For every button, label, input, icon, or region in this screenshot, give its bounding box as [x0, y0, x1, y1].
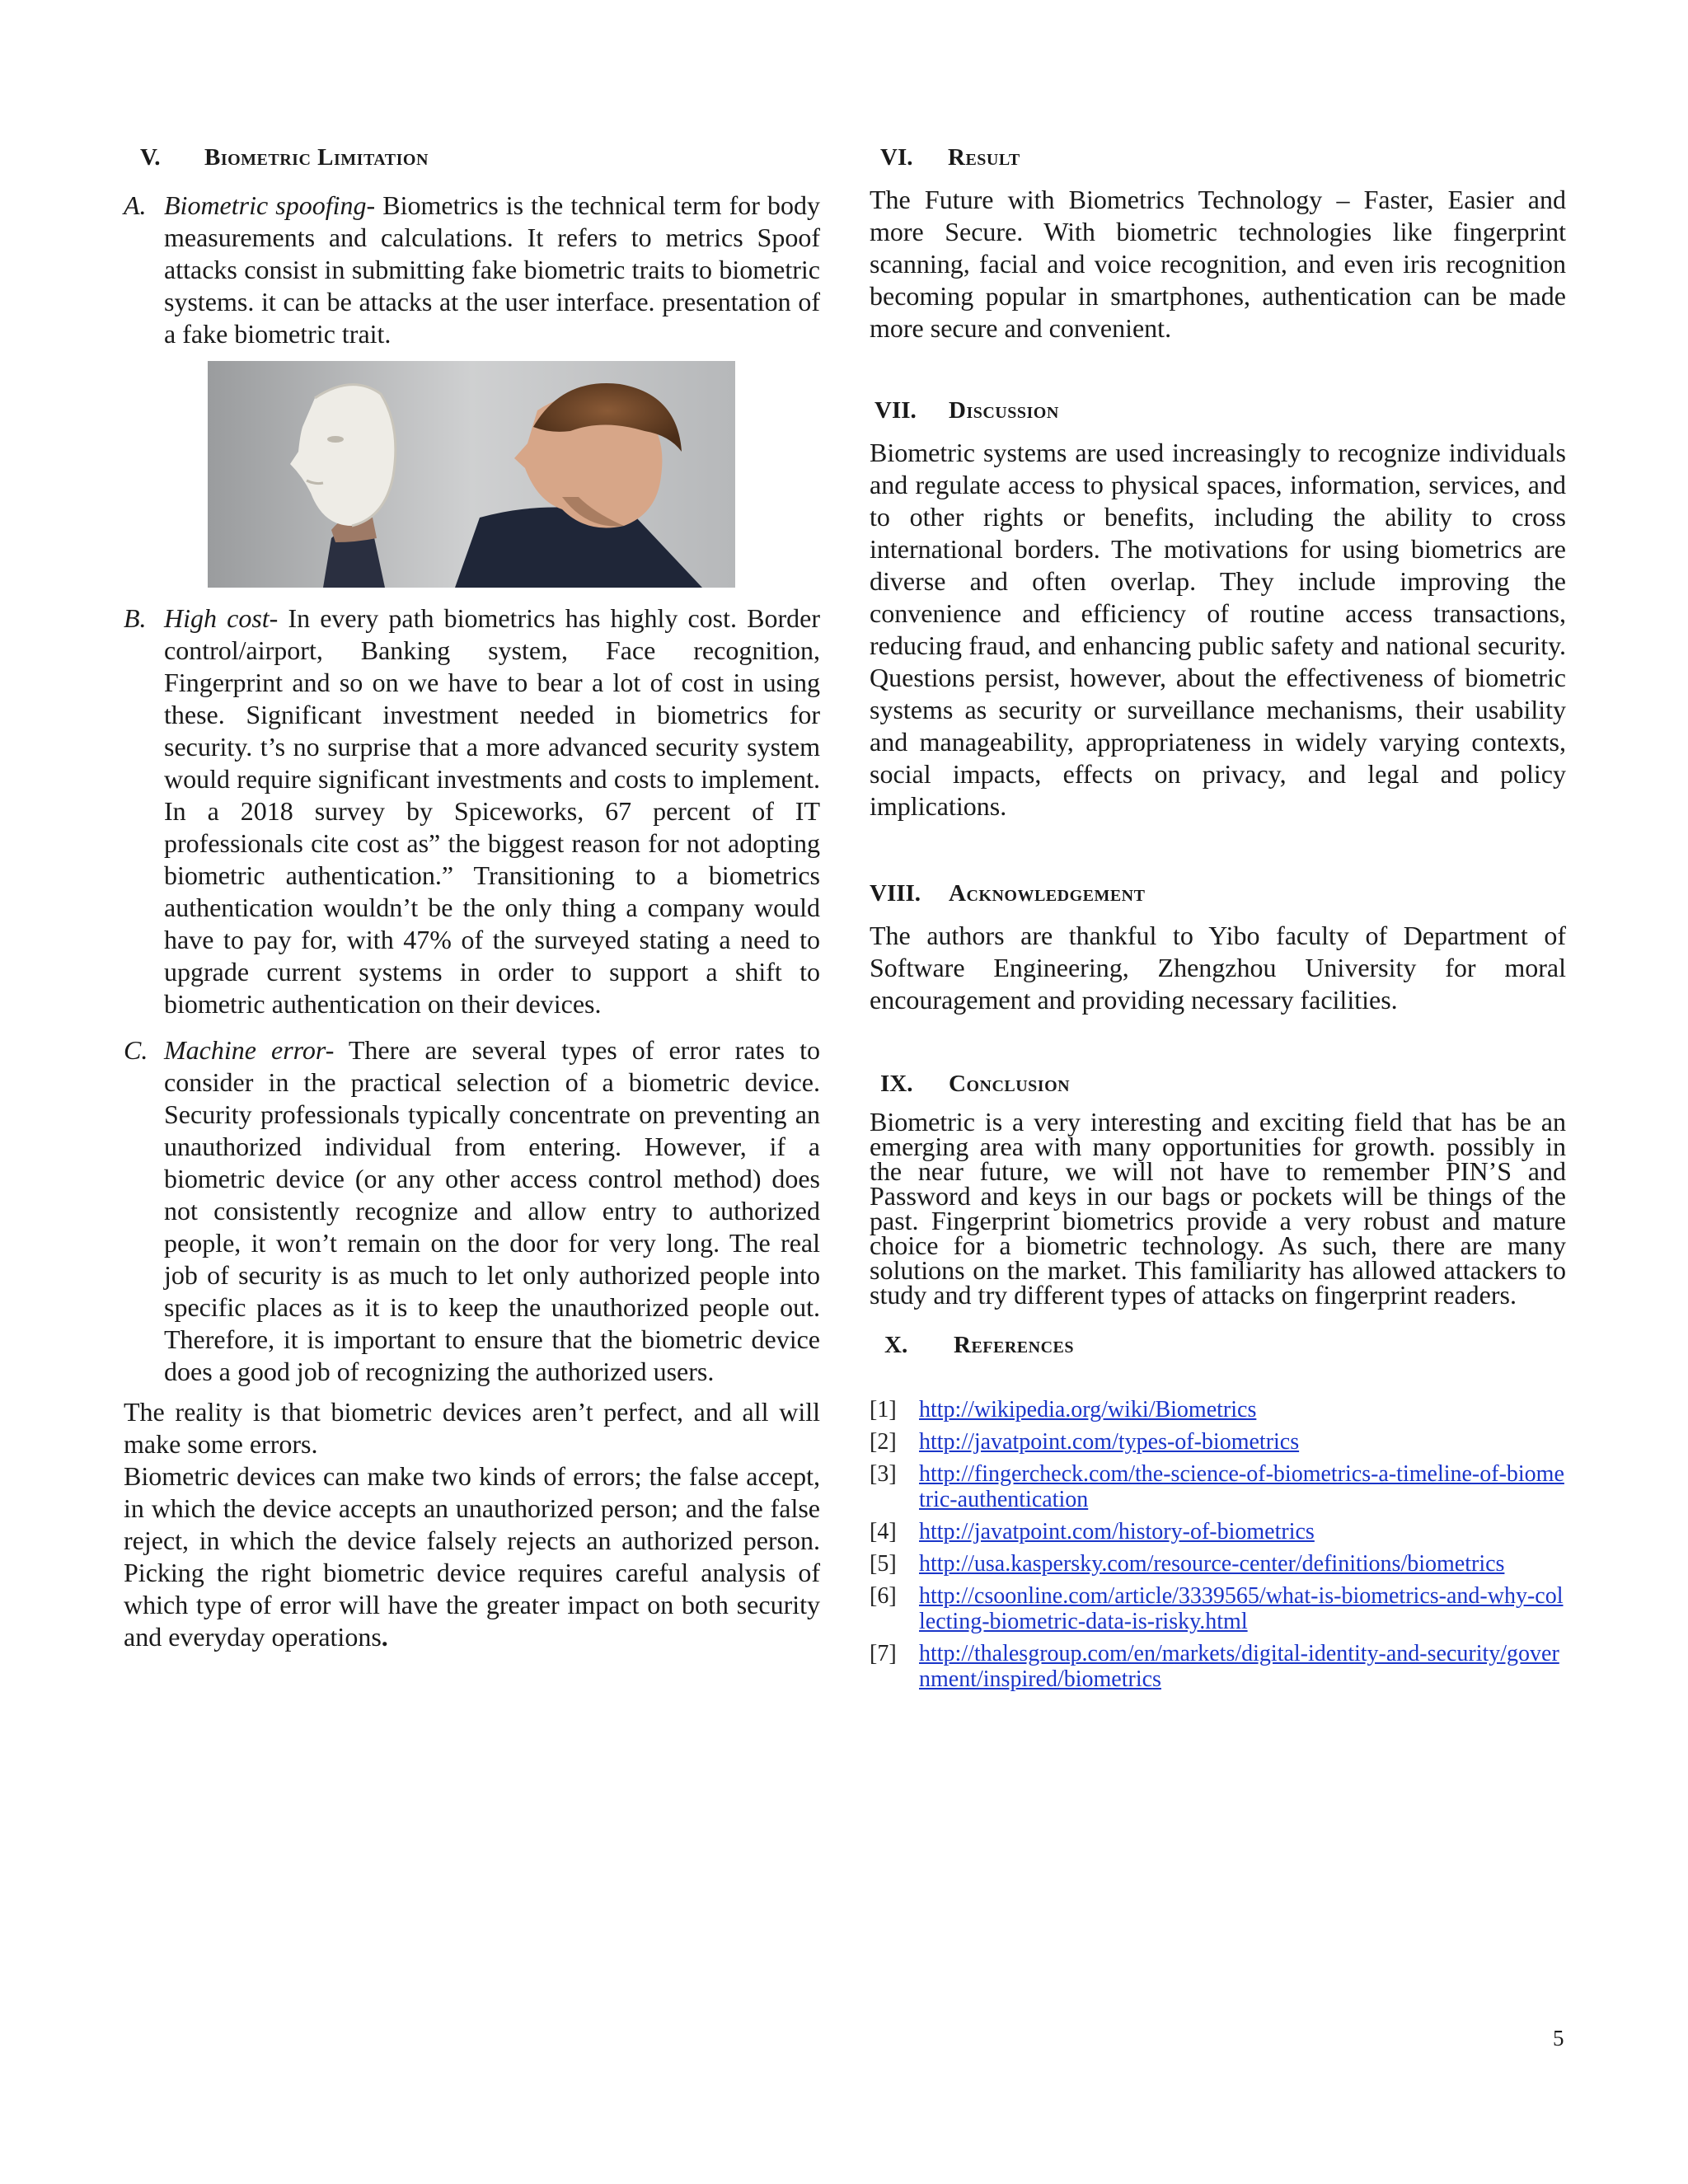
reference-item: [870, 1461, 1566, 1512]
errors-paragraph-2-text: Biometric devices can make two kinds of errors; the false accept, in which the device accepts an unauthorized person; and the false reject, in which the device falsely rejects an authorized person. Picking the right biometric device requires careful analysis of which type of error will have the greater impact on both security and everyday operations: [124, 1461, 820, 1652]
reference-number: [6]: [870, 1583, 897, 1609]
item-text: Biometrics is the technical term for body measurements and calculations. It refers to metrics Spoof attacks consist in submitting fake biometric traits to biometric systems. it can be attacks at the user interface. presentation of a fake biometric trait.: [164, 190, 820, 349]
section-number: IX.: [880, 1071, 913, 1097]
reference-link[interactable]: http://javatpoint.com/history-of-biometrics: [919, 1519, 1315, 1544]
section-number: V.: [140, 144, 161, 171]
reference-item: [870, 1429, 1566, 1455]
section-heading-conclusion: [880, 1071, 1566, 1098]
reference-link[interactable]: http://usa.kaspersky.com/resource-center/definitions/biometrics: [919, 1551, 1505, 1577]
mask-photo: [208, 361, 735, 588]
limitation-item-high-cost: [124, 602, 820, 1020]
section-number: VII.: [874, 397, 917, 424]
limitation-item-spoofing: [124, 190, 820, 350]
section-title: Discussion: [949, 397, 1059, 424]
reference-number: [7]: [870, 1641, 897, 1666]
section-number: VI.: [880, 144, 913, 171]
item-label: C.: [124, 1035, 148, 1065]
reference-item: [870, 1583, 1566, 1634]
left-column: [124, 144, 820, 1653]
section-heading-discussion: [874, 397, 1566, 424]
section-title: References: [954, 1332, 1074, 1358]
section-title: Conclusion: [949, 1071, 1071, 1097]
section-heading-result: [880, 144, 1566, 171]
item-title: Machine error-: [164, 1035, 335, 1065]
reference-number: [5]: [870, 1551, 897, 1577]
discussion-paragraph: Biometric systems are used increasingly to recognize individuals and regulate access to physical spaces, information, services, and to other rights or benefits, including the ability to cross international borders. The motivations for using biometrics are diverse and often overlap. They include improving the convenience and efficiency of routine access transactions, reducing fraud, and enhancing public safety and national security. Questions persist, however, about the effectiveness of biometric systems as security or surveillance mechanisms, their usability and manageability, appropriateness in widely varying contexts, social impacts, effects on privacy, and legal and policy implications.: [870, 438, 1566, 821]
section-number: X.: [884, 1332, 908, 1358]
reference-link[interactable]: http://javatpoint.com/types-of-biometrics: [919, 1429, 1300, 1455]
reference-link[interactable]: http://csoonline.com/article/3339565/what-is-biometrics-and-why-collecting-biometric-data-is-risky.html: [919, 1583, 1564, 1634]
reference-item: [870, 1641, 1566, 1692]
item-label: A.: [124, 190, 147, 220]
reference-link[interactable]: http://wikipedia.org/wiki/Biometrics: [919, 1397, 1257, 1422]
item-title: High cost-: [164, 603, 279, 633]
section-title: Result: [948, 144, 1020, 171]
reference-number: [3]: [870, 1461, 897, 1487]
result-paragraph: The Future with Biometrics Technology – Faster, Easier and more Secure. With biometric technologies like fingerprint scanning, facial and voice recognition, and even iris recognition becoming popular in smartphones, authentication can be made more secure and convenient.: [870, 185, 1566, 343]
errors-paragraph-2-period: .: [381, 1622, 388, 1652]
limitation-item-machine-error: [124, 1034, 820, 1388]
reference-item: [870, 1519, 1566, 1544]
section-number: VIII.: [870, 880, 921, 907]
errors-paragraph-2: [124, 1460, 820, 1653]
section-title: Acknowledgement: [949, 880, 1146, 907]
acknowledgement-paragraph: The authors are thankful to Yibo faculty of Department of Software Engineering, Zhengzhou University for moral encouragement and providing necessary facilities.: [870, 921, 1566, 1015]
reference-number: [4]: [870, 1519, 897, 1544]
page-number: 5: [1553, 2026, 1564, 2050]
conclusion-paragraph: Biometric is a very interesting and exciting field that has be an emerging area with many opportunities for growth. possibly in the near future, we will not have to remember PIN’S and Password and keys in our bags or pockets will be things of the past. Fingerprint biometrics provide a very robust and mature choice for a biometric technology. As such, there are many solutions on the market. This familiarity has allowed attackers to study and try different types of attacks on fingerprint readers.: [870, 1107, 1566, 1310]
right-column: [870, 144, 1566, 1699]
reference-link[interactable]: http://fingercheck.com/the-science-of-biometrics-a-timeline-of-biometric-authentication: [919, 1461, 1564, 1512]
section-heading-biometric-limitation: [140, 144, 820, 171]
section-heading-acknowledgement: [870, 880, 1566, 907]
reference-link[interactable]: http://thalesgroup.com/en/markets/digital-identity-and-security/government/inspired/biometrics: [919, 1641, 1559, 1692]
reference-item: [870, 1551, 1566, 1577]
reference-list: [870, 1397, 1566, 1692]
item-label: B.: [124, 603, 147, 633]
photo-svg: [208, 361, 735, 588]
item-title: Biometric spoofing-: [164, 190, 376, 220]
item-text: In every path biometrics has highly cost. Border control/airport, Banking system, Face recognition, Fingerprint and so on we have to bear a lot of cost in using these. Significant investment needed in biometrics for security. t’s no surprise that a more advanced security system would require significant investments and costs to implement. In a 2018 survey by Spiceworks, 67 percent of IT professionals cite cost as” the biggest reason for not adopting biometric authentication.” Transitioning to a biometrics authentication wouldn’t be the only thing a company would have to pay for, with 47% of the surveyed stating a need to upgrade current systems in order to support a shift to biometric authentication on their devices.: [164, 603, 821, 1019]
reference-number: [2]: [870, 1429, 897, 1455]
reference-number: [1]: [870, 1397, 897, 1422]
errors-paragraph-1: The reality is that biometric devices aren’t perfect, and all will make some errors.: [124, 1397, 820, 1459]
section-heading-references: [884, 1332, 1566, 1359]
section-title: Biometric Limitation: [204, 144, 429, 171]
reference-item: [870, 1397, 1566, 1422]
item-text: There are several types of error rates to consider in the practical selection of a biometric device. Security professionals typically concentrate on preventing an unauthorized individual from entering. However, if a biometric device (or any other access control method) does not consistently recognize and allow entry to authorized people, it won’t remain on the door for very long. The real job of security is as much to let only authorized people into specific places as it is to keep the unauthorized people out. Therefore, it is important to ensure that the biometric device does a good job of recognizing the authorized users.: [164, 1035, 820, 1386]
